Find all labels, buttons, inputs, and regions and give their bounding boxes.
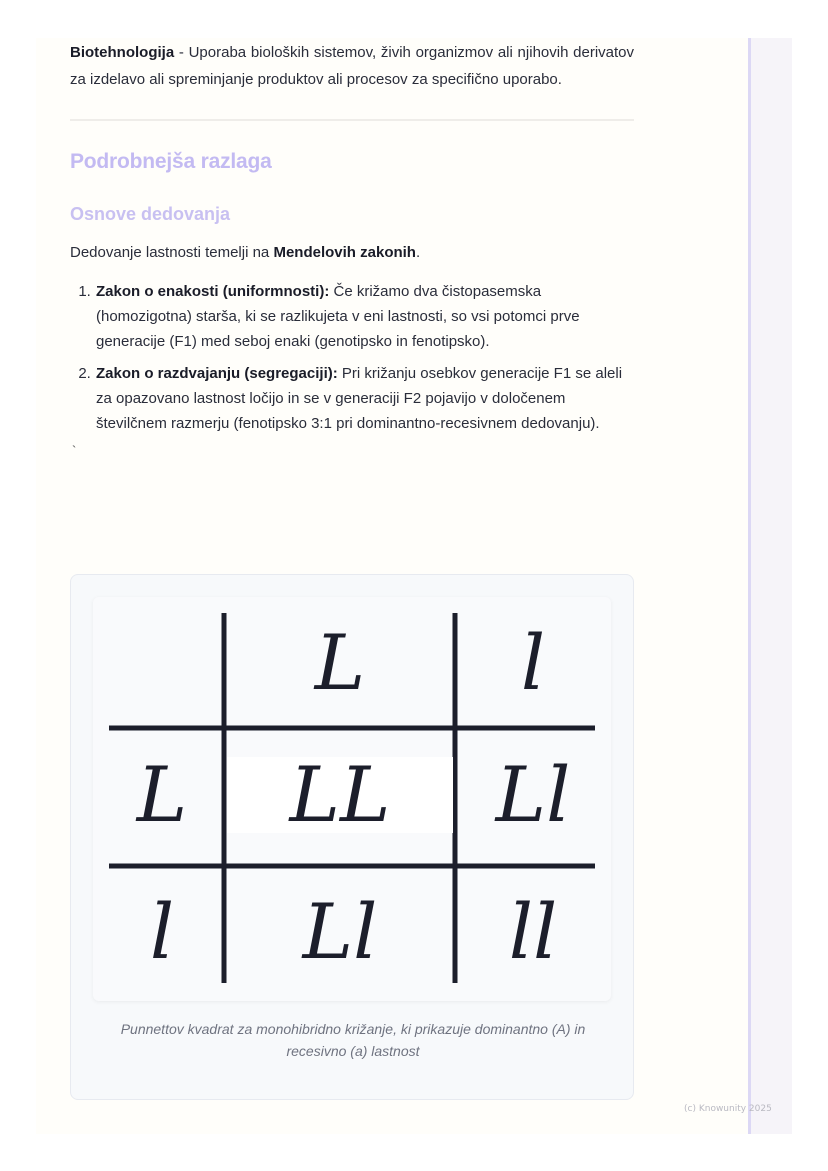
figure-card <box>70 574 634 1100</box>
document-content <box>70 38 634 463</box>
col-header-1: L <box>314 618 366 707</box>
cell-ll: ll <box>508 887 558 976</box>
row-header-2: l <box>149 887 175 976</box>
law-name: Zakon o razdvajanju (segregaciji): <box>96 365 338 382</box>
list-item <box>95 361 634 436</box>
definition-term: Biotehnologija <box>70 44 175 61</box>
intro-text: Dedovanje lastnosti temelji na <box>70 244 274 261</box>
section-subtitle: Osnove dedovanja <box>70 204 231 224</box>
law-text: Če križamo dva čistopasemska (homozigotna) starša, ki se razlikujeta v eni lastnosti, so vsi potomci prve generacije (F1) med seboj enaki (genotipsko in fenotipsko). <box>96 283 580 350</box>
intro-bold: Mendelovih zakonih <box>273 244 416 261</box>
list-item <box>95 279 634 354</box>
law-text: Pri križanju osebkov generacije F1 se aleli za opazovano lastnost ločijo in se v generaciji F2 pojavijo v določenem številčnem razmerju (fenotipsko 3:1 pri dominantno-recesivnem dedovanju). <box>96 365 623 432</box>
section-title: Podrobnejša razlaga <box>70 150 272 173</box>
law-name: Zakon o enakosti (uniformnosti): <box>96 283 330 300</box>
col-header-2: l <box>520 618 546 707</box>
stray-mark: ` <box>72 443 77 458</box>
definition-text: - Uporaba bioloških sistemov, živih organizmov ali njihovih derivatov za izdelavo ali spreminjanje produktov ali procesov za specifično uporabo. <box>70 44 634 88</box>
punnett-square-image <box>93 597 611 1001</box>
row-header-1: L <box>136 750 188 839</box>
intro-end: . <box>415 244 421 261</box>
cell-LL: LL <box>227 757 453 833</box>
figure-caption: Punnettov kvadrat za monohibridno križanje, ki prikazuje dominantno (A) in recesivno (a) lastnost <box>120 1021 586 1059</box>
copyright-footer: (c) Knowunity 2025 <box>684 1104 772 1114</box>
mendel-laws-list <box>70 279 634 436</box>
cell-Ll-top: Ll <box>495 750 571 839</box>
cell-Ll-bottom: Ll <box>302 887 378 976</box>
definition-paragraph <box>70 39 634 93</box>
side-panel <box>748 38 792 1134</box>
intro-paragraph <box>70 242 634 264</box>
divider <box>70 119 634 121</box>
